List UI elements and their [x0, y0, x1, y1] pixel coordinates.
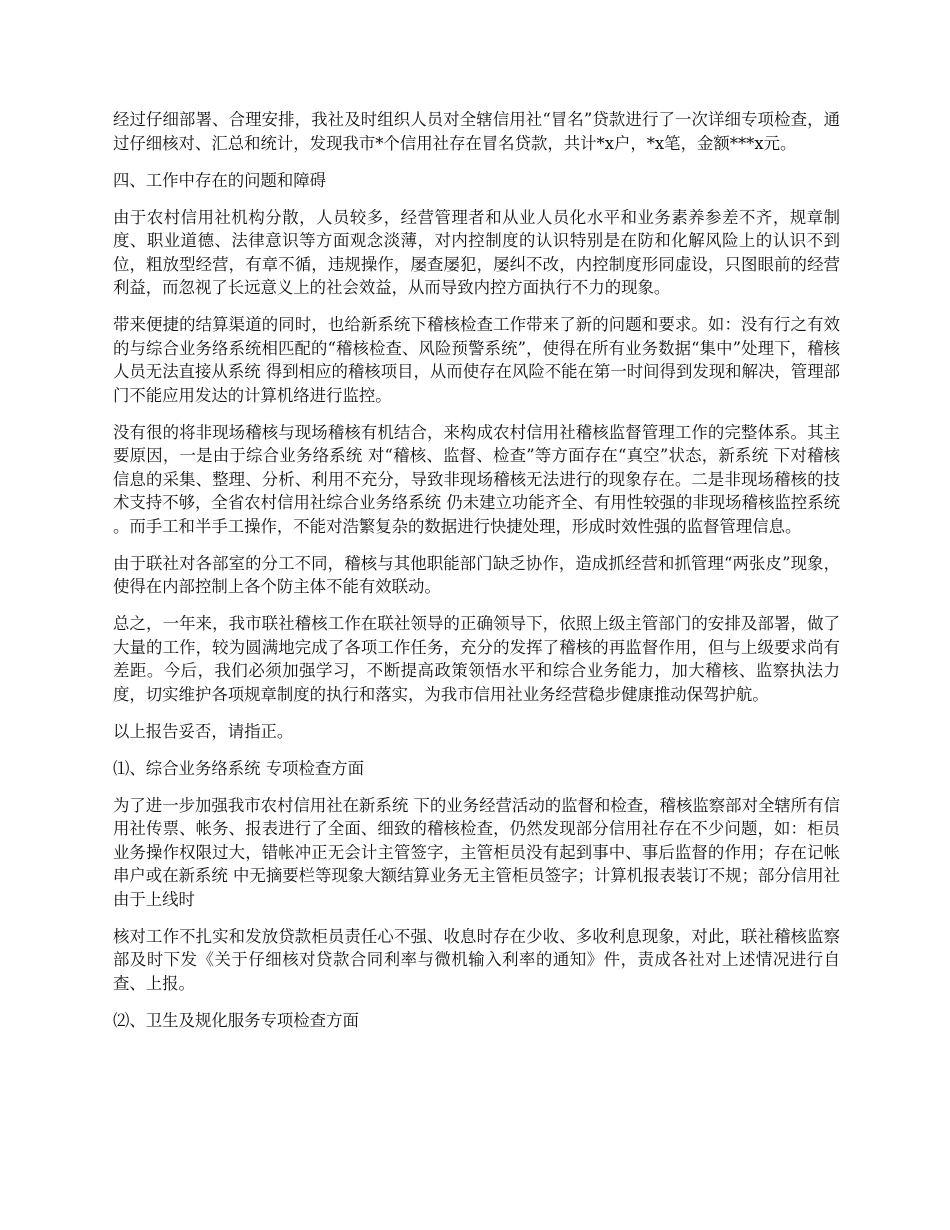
- paragraph-offsite-audit-issues: 没有很的将非现场稽核与现场稽核有机结合，来构成农村信用社稽核监督管理工作的完整体系。其主要原因，一是由于综合业务络系统 对“稽核、监督、检查”等方面存在“真空”状态，新系统 下对稽核信息的采集、整理、分析、利用不充分，导致非现场稽核无法进行的现象存在。二是非现场稽核的技术支持不够，全省农村信用社综合业务络系统 仍未建立功能齐全、有用性较强的非现场稽核监控系统 。而手工和半手工操作，不能对浩繁复杂的数据进行快捷处理，形成时效性强的监督管理信息。: [113, 422, 840, 536]
- paragraph-system-check-details: 为了进一步加强我市农村信用社在新系统 下的业务经营活动的监督和检查，稽核监察部对全辖所有信用社传票、帐务、报表进行了全面、细致的稽核检查，仍然发现部分信用社存在不少问题，如：柜员业务操作权限过大，错帐冲正无会计主管签字，主管柜员没有起到事中、事后监督的作用；存在记帐串户或在新系统 中无摘要栏等现象大额结算业务无主管柜员签字；计算机报表装订不规；部分信用社由于上线时: [113, 795, 840, 909]
- paragraph-special-check-result: 经过仔细部署、合理安排，我社及时组织人员对全辖信用社“冒名”贷款进行了一次详细专项检查，通过仔细核对、汇总和统计，发现我市*个信用社存在冒名贷款，共计*x户，*x笔，金额***x元。: [113, 110, 840, 153]
- section-heading-problems: 四、工作中存在的问题和障碍: [113, 170, 327, 190]
- document-page: [113, 108, 840, 1046]
- paragraph-closing-request: 以上报告妥否，请指正。: [113, 721, 294, 741]
- paragraph-department-cooperation: 由于联社对各部室的分工不同，稽核与其他职能部门缺乏协作，造成抓经营和抓管理“两张皮”现象，使得在内部控制上各个防主体不能有效联动。: [113, 553, 840, 596]
- paragraph-new-system-requirements: 带来便捷的结算渠道的同时，也给新系统下稽核检查工作带来了新的问题和要求。如：没有行之有效的与综合业务络系统相匹配的“稽核检查、风险预警系统”，使得在所有业务数据“集中”处理下，稽核人员无法直接从系统 得到相应的稽核项目，从而使存在风险不能在第一时间得到发现和解决，管理部门不能应用发达的计算机络进行监控。: [113, 315, 840, 405]
- paragraph-summary: 总之，一年来，我市联社稽核工作在联社领导的正确领导下，依照上级主管部门的安排及部署，做了大量的工作，较为圆满地完成了各项工作任务，充分的发挥了稽核的再监督作用，但与上级要求尚有差距。今后，我们必须加强学习，不断提高政策领悟水平和综合业务能力，加大稽核、监察执法力度，切实维护各项规章制度的执行和落实，为我市信用社业务经营稳步健康推动保驾护航。: [113, 614, 840, 704]
- paragraph-loan-verification: 核对工作不扎实和发放贷款柜员责任心不强、收息时存在少收、多收利息现象，对此，联社稽核监察部及时下发《关于仔细核对贷款合同利率与微机输入利率的通知》件，责成各社对上述情况进行自查、上报。: [113, 926, 840, 993]
- subheading-service-check: ⑵、卫生及规化服务专项检查方面: [113, 1010, 359, 1030]
- paragraph-institution-problems: 由于农村信用社机构分散，人员较多，经营管理者和从业人员化水平和业务素养参差不齐，规章制度、职业道德、法律意识等方面观念淡薄，对内控制度的认识特别是在防和化解风险上的认识不到位，粗放型经营，有章不循，违规操作，屡查屡犯，屡纠不改，内控制度形同虚设，只图眼前的经营利益，而忽视了长远意义上的社会效益，从而导致内控方面执行不力的现象。: [113, 207, 840, 297]
- subheading-system-check: ⑴、综合业务络系统 专项检查方面: [113, 758, 365, 778]
